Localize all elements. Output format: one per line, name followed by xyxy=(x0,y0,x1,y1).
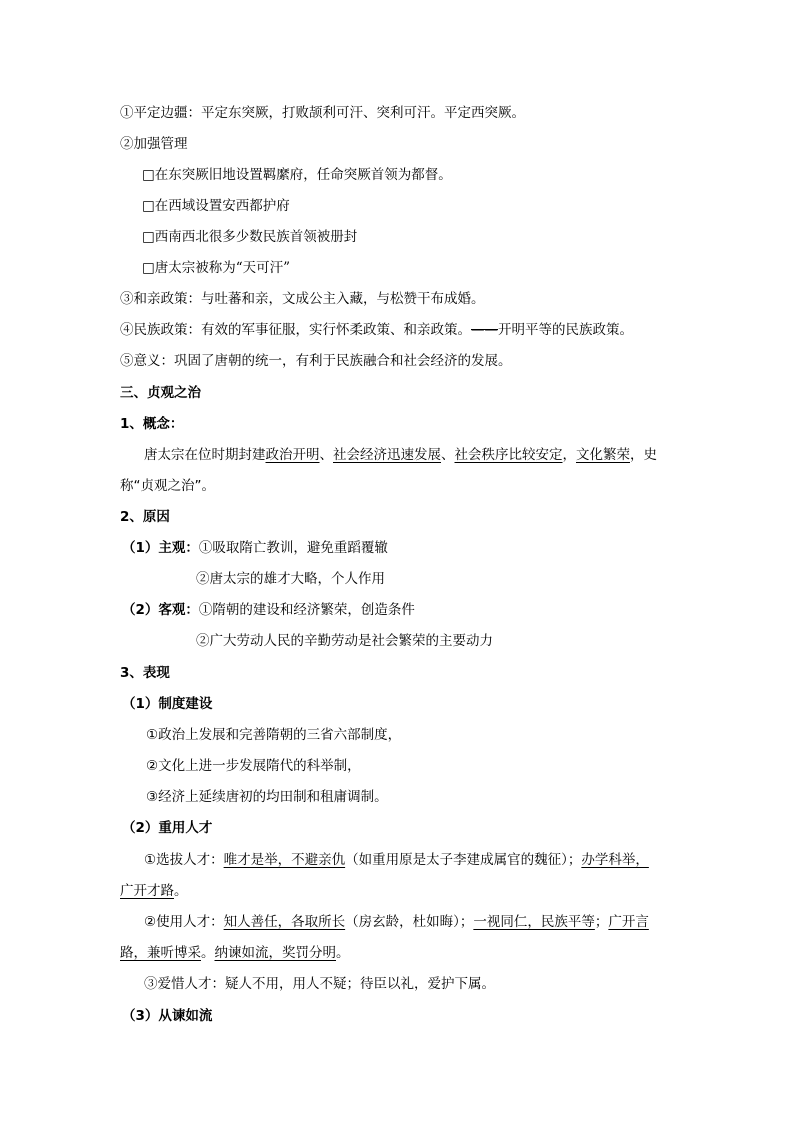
border-pacification: ①平定边疆：平定东突厥，打败颉利可汗、突利可汗。平定西突厥。 xyxy=(120,105,525,121)
concept-heading: 1、概念： xyxy=(120,416,184,432)
heqin-policy: ③和亲政策：与吐蕃和亲，文成公主入藏，与松赞干布成婚。 xyxy=(120,291,485,307)
ethnic-policy-dash: —— xyxy=(471,322,498,338)
ethnic-policy xyxy=(120,320,633,340)
talent-select-line1 xyxy=(144,850,649,870)
objective-cause-1 xyxy=(122,600,415,620)
subjective-label: （1）主观： xyxy=(122,540,199,556)
talent-use-equality: 一视同仁，民族平等 xyxy=(473,914,595,930)
objective-label: （2）客观： xyxy=(122,602,199,618)
talent-select-exam: 办学科举， xyxy=(581,852,649,868)
significance: ⑤意义：巩固了唐朝的统一，有利于民族融合和社会经济的发展。 xyxy=(120,353,512,369)
jimi-prefecture-item: □在东突厥旧地设置羁縻府，任命突厥首领为都督。 xyxy=(142,167,452,183)
concept-politics: 政治开明 xyxy=(265,447,320,463)
talent-select-principle: 唯才是举，不避亲仇 xyxy=(223,852,346,868)
talent-use-end: 。 xyxy=(336,945,350,961)
concept-text-line1 xyxy=(144,445,657,465)
chiefs-conferred-item: □西南西北很多少数民族首领被册封 xyxy=(142,229,358,245)
talent-select-line2 xyxy=(120,881,188,901)
concept-economy: 社会经济迅速发展 xyxy=(333,447,441,463)
talent-use-advice: 纳谏如流，奖罚分明 xyxy=(214,945,336,961)
section-heading-zhenguan: 三、贞观之治 xyxy=(120,385,201,401)
talent-select-end: 。 xyxy=(174,883,188,899)
subjective-item-2: ②唐太宗的雄才大略，个人作用 xyxy=(196,571,385,587)
concept-culture: 文化繁荣 xyxy=(576,447,630,463)
subjective-cause-1 xyxy=(122,538,388,558)
ethnic-policy-text: ④民族政策：有效的军事征服，实行怀柔政策、和亲政策。 xyxy=(120,322,471,338)
concept-sep: 、 xyxy=(319,447,333,463)
subjective-item-1: ①吸取隋亡教训，避免重蹈覆辙 xyxy=(198,540,388,556)
talent-use-line1 xyxy=(144,912,649,932)
talent-select-label: ①选拔人才： xyxy=(144,852,224,868)
talent-use-sep2: 。 xyxy=(201,945,215,961)
concept-sep: ， xyxy=(562,447,576,463)
concept-text-line2: 称“贞观之治”。 xyxy=(120,478,215,494)
performance-heading: 3、表现 xyxy=(120,665,170,681)
talent-use-open-speech: 广开言 xyxy=(608,914,649,930)
concept-intro: 唐太宗在位时期封建 xyxy=(144,447,266,463)
talent-use-line2 xyxy=(120,943,350,963)
system-item-1: ①政治上发展和完善隋朝的三省六部制度， xyxy=(146,727,402,743)
talent-use-principle: 知人善任，各取所长 xyxy=(223,914,346,930)
cause-heading: 2、原因 xyxy=(120,509,170,525)
talent-heading: （2）重用人才 xyxy=(122,820,213,836)
system-item-2: ②文化上进一步发展隋代的科举制， xyxy=(146,758,361,774)
strengthen-management: ②加强管理 xyxy=(120,136,188,152)
objective-item-1: ①隋朝的建设和经济繁荣，创造条件 xyxy=(198,602,415,618)
system-heading: （1）制度建设 xyxy=(122,696,213,712)
talent-use-sep: ； xyxy=(594,914,609,930)
concept-order: 社会秩序比较安定 xyxy=(454,447,563,463)
talent-use-example: （房玄龄，杜如晦）； xyxy=(345,914,474,930)
concept-sep: 、 xyxy=(441,447,455,463)
talent-select-open-path: 广开才路 xyxy=(120,883,174,899)
talent-use-listen: 路，兼听博采 xyxy=(120,945,201,961)
tian-kehan-item: □唐太宗被称为“天可汗” xyxy=(142,260,291,276)
system-item-3: ③经济上延续唐初的均田制和租庸调制。 xyxy=(146,789,388,805)
advice-heading: （3）从谏如流 xyxy=(122,1008,213,1024)
objective-item-2: ②广大劳动人民的辛勤劳动是社会繁荣的主要动力 xyxy=(196,633,493,649)
concept-tail: ，史 xyxy=(630,447,657,463)
talent-use-label: ②使用人才： xyxy=(144,914,224,930)
ethnic-policy-summary: 开明平等的民族政策。 xyxy=(498,322,633,338)
anxi-protectorate-item: □在西域设置安西都护府 xyxy=(142,198,290,214)
talent-cherish: ③爱惜人才：疑人不用，用人不疑；待臣以礼，爱护下属。 xyxy=(144,976,495,992)
talent-select-example: （如重用原是太子李建成属官的魏征）； xyxy=(345,852,582,868)
